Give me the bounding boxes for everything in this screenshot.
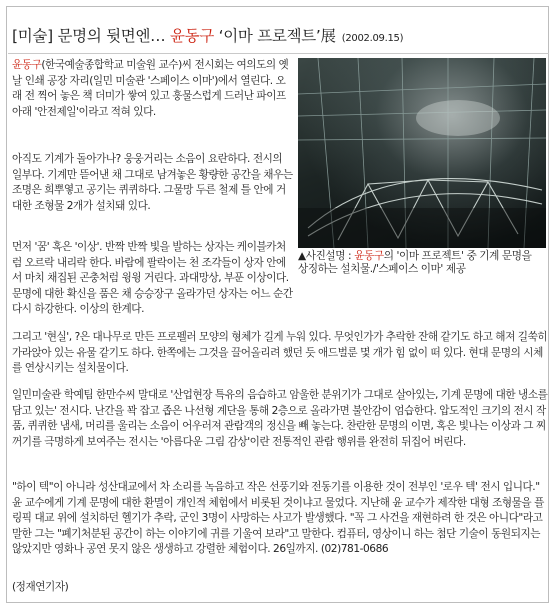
headline-artist-link[interactable]: 윤동구 [169,27,214,45]
article-headline [12,26,549,49]
installation-photo [298,58,546,248]
article-paragraph-6: "하이 텍"이 아니라 성산대교에서 차 소리를 녹음하고 작은 선풍기와 전동기를 이용한 것이 전부인 '로우 텍' 전시 입니다." 윤 교수에게 기계 문명에 대한 환멸이 개인적 체험에서 비롯된 것이냐고 물었다. 지난해 윤 교수가 제작한 대형 조형물을 플링픽 대교 위에 설치하던 헬기가 추락, 군인 3명이 사망하는 사고가 발생했다. "꼭 그 사건을 재현하려 한 것은 아니다"라고 말한 그는 "폐기처분된 공간이 하는 이야기에 귀를 기울여 보라"고 말한다. 컴퓨터, 영상이니 하는 첨단 기술이 동원되지는 않았지만 영화나 공연 못지 않은 생생하고 강렬한 체험이다. 26일까지. (02)781-0686 [12,481,544,556]
article-paragraph-1 [12,58,294,138]
photo-caption [298,250,544,276]
paragraph-1-text: (한국예술종합학교 미술원 교수)씨 전시회는 여의도의 옛날 인쇄 공장 자리(일민 미술관 '스페이스 이마')에서 열린다. 오래 전 찍어 놓은 책 더미가 쌓여 있고 훙물스럽게 드러난 파이프 아래 '안전제일'이라고 적혀 있다. [12,59,289,118]
caption-prefix: ▲사진설명 : [298,250,355,262]
article-paragraph-5: 일민미술관 학예팀 한만수씨 말대로 '산업현장 특유의 음습하고 암울한 분위기가 그대로 살아있는, 기계 문명에 대한 냉소를 담고 있는' 전시다. 난간을 꽉 잡고 좁은 나선형 계단을 통해 2층으로 올라가면 불안감이 엄습한다. 압도적인 크기의 전시 작품, 퀴퀴한 냄새, 머리를 울리는 소음이 어우러져 관람객의 정신을 빼 놓는다. 찬란한 문명의 이면, 혹은 빛나는 이상과 그 찌꺼기를 극명하게 보여주는 전시는 '아름다운 그림 감상'이란 전통적인 관람 행위를 완전히 뒤집어 버린다. [12,389,548,448]
installation-photo-graphic [298,58,546,248]
article-paragraph-4: 그리고 '현실', ?은 대나무로 만든 프로펠러 모양의 형체가 길게 누워 있다. 무엇인가가 추락한 잔해 같기도 하고 해져 길쑥히 가라앉아 있는 유물 같기도 하다. 한쪽에는 그것을 끌어올리려 했던 듯 애드벌룬 몇 개가 힘 없이 떠 있다. 현대 문명의 시체를 연상시키는 설치물이다. [12,331,548,375]
caption-artist-link[interactable]: 윤동구 [354,250,384,262]
headline-title: ‘이마 프로젝트’展 [214,27,336,45]
article-paragraph-2: 아직도 기계가 돌아가나? 웅웅거리는 소음이 요란하다. 전시의 일부다. 기계만 뜯어낸 채 그대로 남겨놓은 황량한 공간을 채우는 조명은 희뿌옇고 공기는 퀴퀴하다. 그물망 두른 철제 틀 안에 거대한 조형물 2개가 설치돼 있다. [12,153,293,212]
reporter-byline: (정재연기자) [12,581,69,593]
caption-text: 의 '이마 프로젝트' 중 기계 문명을 상징하는 설치물./'스페이스 이마' 제공 [298,250,532,275]
headline-prefix: [미술] 문명의 뒷면엔… [12,27,170,45]
headline-divider [8,53,549,54]
headline-date: (2002.09.15) [341,33,404,44]
artist-name-link[interactable]: 윤동구 [12,59,42,71]
article-paragraph-3: 먼저 '꿈' 혹은 '이상'. 반짝 반짝 빛을 발하는 상자는 케이블카처럼 오르락 내리락 한다. 바람에 팔락이는 천 조각들이 상자 안에서 마치 채집된 곤충처럼 윙윙 거린다. 과대망상, 부푼 이상이다. 문명에 대한 확신을 품은 채 승승장구 올라가던 상자는 어느 순간 다시 하강한다. 이상의 한계다. [12,241,293,316]
